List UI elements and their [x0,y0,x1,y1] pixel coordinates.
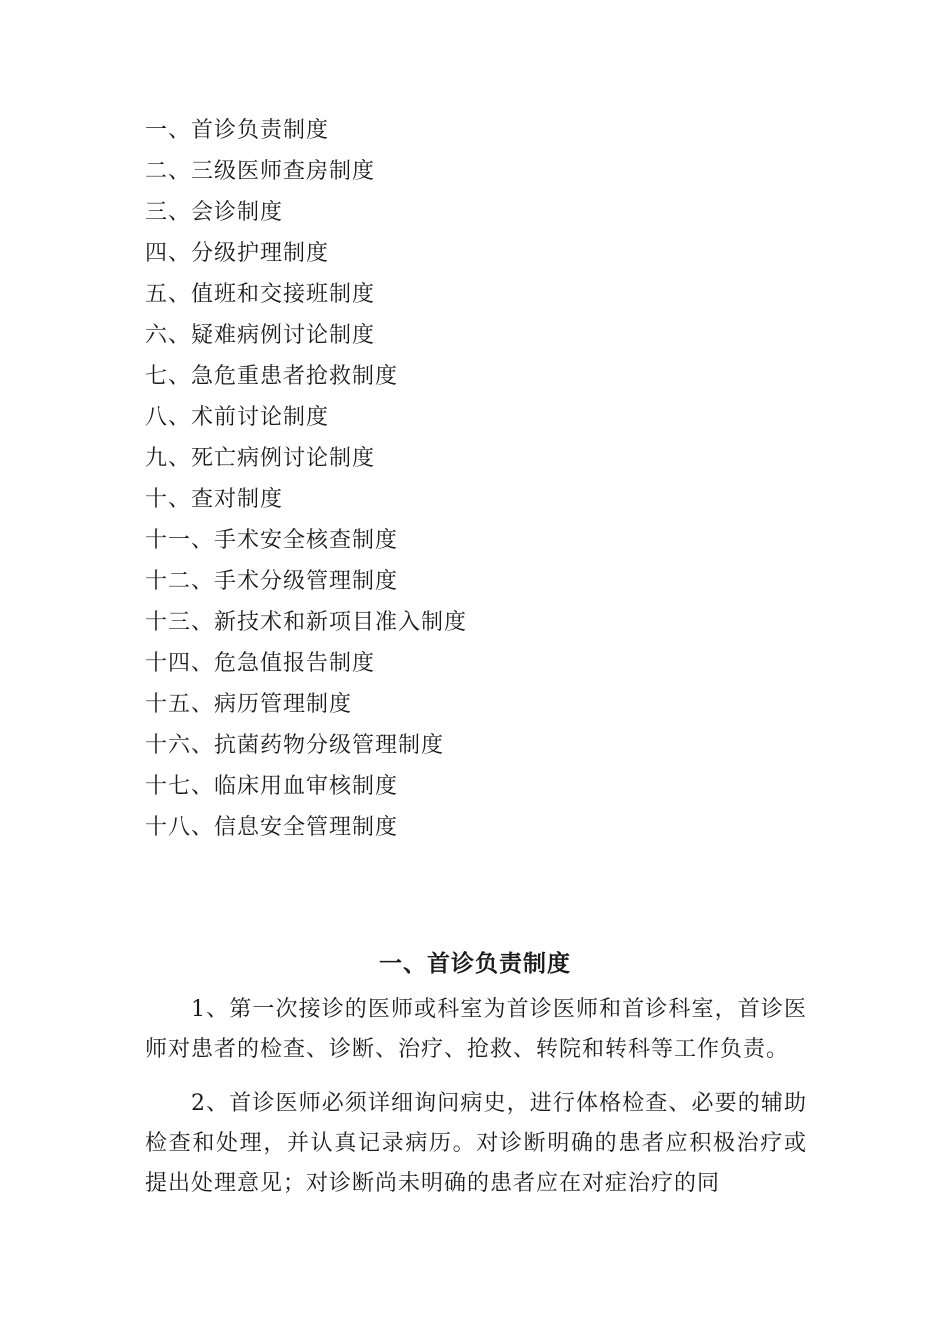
toc-item: 十七、临床用血审核制度 [145,774,399,799]
toc-item: 六、疑难病例讨论制度 [145,323,376,348]
toc-item: 九、死亡病例讨论制度 [145,446,376,471]
toc-item: 八、术前讨论制度 [145,405,330,430]
toc-item: 三、会诊制度 [145,200,284,225]
toc-item: 四、分级护理制度 [145,241,330,266]
paragraph: 1、第一次接诊的医师或科室为首诊医师和首诊科室，首诊医师对患者的检查、诊断、治疗、抢救、转院和转科等工作负责。 [145,997,807,1062]
toc-item: 十八、信息安全管理制度 [145,815,399,840]
toc-item: 十三、新技术和新项目准入制度 [145,610,468,635]
paragraph: 2、首诊医师必须详细询问病史，进行体格检查、必要的辅助检查和处理，并认真记录病历。对诊断明确的患者应积极治疗或提出处理意见；对诊断尚未明确的患者应在对症治疗的同 [145,1091,807,1196]
toc-item: 一、首诊负责制度 [145,118,330,143]
toc-item: 十五、病历管理制度 [145,692,353,717]
section-body [145,990,807,1218]
toc-item: 七、急危重患者抢救制度 [145,364,399,389]
toc-item: 十二、手术分级管理制度 [145,569,399,594]
toc-item: 十、查对制度 [145,487,284,512]
toc-item: 十六、抗菌药物分级管理制度 [145,733,445,758]
toc-item: 十一、手术安全核查制度 [145,528,399,553]
section-title: 一、首诊负责制度 [379,951,571,977]
toc-item: 五、值班和交接班制度 [145,282,376,307]
table-of-contents [145,110,845,848]
toc-item: 二、三级医师查房制度 [145,159,376,184]
toc-item: 十四、危急值报告制度 [145,651,376,676]
